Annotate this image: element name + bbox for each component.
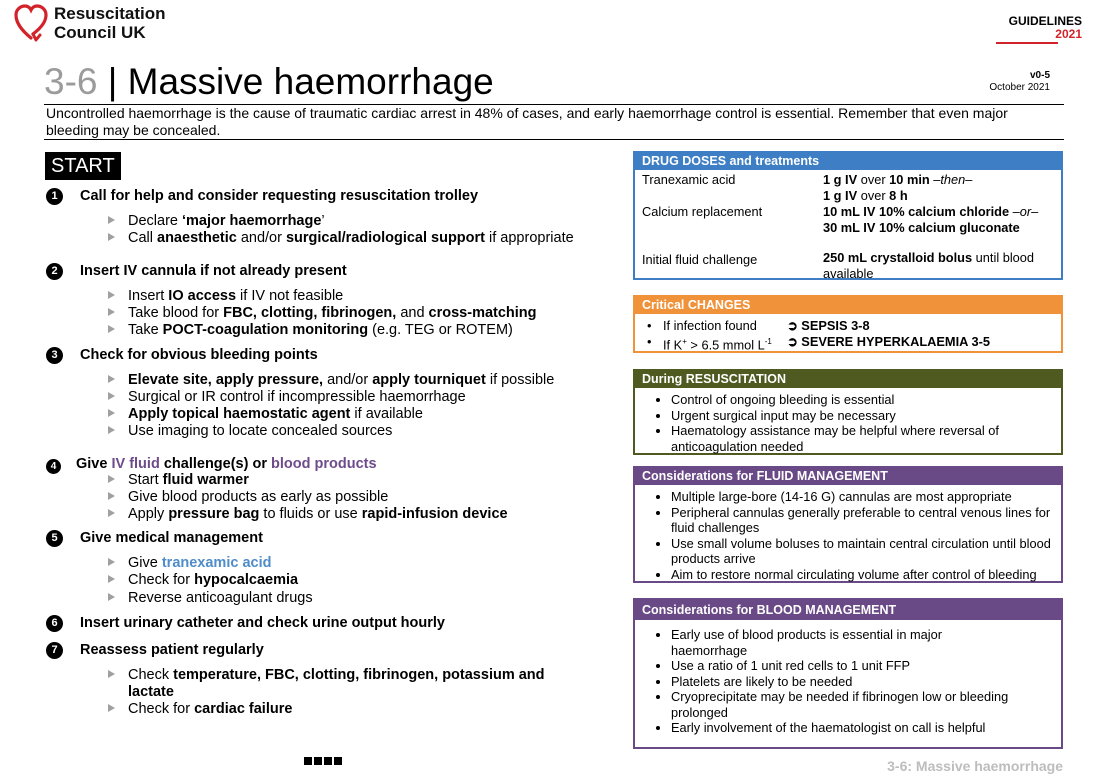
- org-name: [54, 4, 165, 42]
- title-text: Massive haemorrhage: [127, 61, 494, 102]
- blood-management-box: [633, 598, 1063, 749]
- critical-row: • If K+ > 6.5 mmol $L^{-1}$ ➲ SEVERE HYPERKALAEMIA 3-5: [647, 334, 990, 353]
- step-text: Call for help and consider requesting resuscitation trolley: [80, 188, 479, 204]
- fluid-management-heading: Considerations for FLUID MANAGEMENT: [635, 468, 1061, 485]
- list-item: Reverse anticoagulant drugs: [108, 590, 313, 607]
- version-info: [930, 70, 1050, 94]
- drug-row-fluid: Initial fluid challenge 250 mL crystalloid bolus until blood available: [642, 250, 1035, 281]
- list-item: • Control of ongoing bleeding is essential: [671, 392, 1061, 408]
- list-item: • Urgent surgical input may be necessary: [671, 408, 1061, 424]
- list-item: • Cryoprecipitate may be needed if fibrinogen low or bleeding prolonged: [671, 689, 1021, 720]
- list-item: Check for hypocalcaemia: [108, 572, 298, 589]
- divider: [44, 139, 1064, 140]
- bullet-triangle-icon: [108, 392, 115, 400]
- sepsis-link[interactable]: ➲ SEPSIS 3-8: [787, 318, 870, 333]
- footer-title: 3-6: Massive haemorrhage: [887, 758, 1063, 774]
- bullet-dot-icon: •: [647, 334, 652, 349]
- step-text: Insert urinary catheter and check urine output hourly: [80, 615, 445, 631]
- list-item: Start fluid warmer: [108, 472, 249, 489]
- bullet-triangle-icon: [108, 409, 115, 417]
- drug-row-tranexamic: Tranexamic acid 1 g IV over 10 min –then– 1 g IV over 8 h: [642, 172, 973, 203]
- fluid-list: [635, 489, 1061, 582]
- critical-changes-heading: Critical CHANGES: [635, 297, 1061, 314]
- version-number: v0-5: [1029, 70, 1050, 81]
- guidelines-badge: [992, 15, 1082, 41]
- bullet-triangle-icon: [108, 670, 115, 678]
- bullet-triangle-icon: [108, 216, 115, 224]
- bullet-triangle-icon: [108, 375, 115, 383]
- org-name-line2: Council UK: [54, 23, 146, 42]
- bullet-triangle-icon: [108, 593, 115, 601]
- footer-marker-icon: [304, 752, 344, 770]
- bullet-triangle-icon: [108, 291, 115, 299]
- list-item: Give tranexamic acid: [108, 555, 271, 572]
- list-item: • Aim to restore normal circulating volume after control of bleeding: [671, 567, 1053, 583]
- drug-doses-box: [633, 151, 1063, 280]
- heart-logo-icon: [14, 4, 48, 42]
- step-number-badge: 4: [46, 459, 61, 474]
- guidelines-label: GUIDELINES: [1008, 14, 1082, 28]
- during-resuscitation-box: [633, 369, 1063, 455]
- hyperkalaemia-link[interactable]: ➲ SEVERE HYPERKALAEMIA 3-5: [787, 334, 990, 349]
- step-number-badge: 7: [46, 642, 63, 659]
- list-item: Elevate site, apply pressure, and/or apply tourniquet if possible: [108, 372, 554, 389]
- bullet-triangle-icon: [108, 426, 115, 434]
- list-item: • Platelets are likely to be needed: [671, 674, 1021, 690]
- list-item: Take blood for FBC, clotting, fibrinogen, and cross-matching: [108, 305, 537, 322]
- bullet-triangle-icon: [108, 325, 115, 333]
- bullet-triangle-icon: [108, 558, 115, 566]
- bullet-triangle-icon: [108, 509, 115, 517]
- list-item: Apply pressure bag to fluids or use rapid-infusion device: [108, 506, 508, 523]
- step-text: Give medical management: [80, 530, 263, 546]
- during-resuscitation-heading: During RESUSCITATION: [635, 371, 1061, 388]
- bullet-triangle-icon: [108, 492, 115, 500]
- guidelines-year: 2021: [1055, 27, 1082, 41]
- list-item: Check temperature, FBC, clotting, fibrinogen, potassium and lactate: [108, 667, 545, 701]
- drug-doses-heading: DRUG DOSES and treatments: [635, 153, 1061, 170]
- step-number-badge: 2: [46, 263, 63, 280]
- list-item: Give blood products as early as possible: [108, 489, 388, 506]
- fluid-management-box: [633, 466, 1063, 583]
- list-item: • Peripheral cannulas generally preferable to central venous lines for fluid challenges: [671, 505, 1053, 536]
- list-item: • Use small volume boluses to maintain central circulation until blood products arrive: [671, 536, 1053, 567]
- blood-management-heading: Considerations for BLOOD MANAGEMENT: [635, 600, 1061, 620]
- guidelines-underline: [996, 42, 1058, 44]
- list-item: • Haematology assistance may be helpful where reversal of anticoagulation needed: [671, 423, 1061, 454]
- list-item: Declare ‘major haemorrhage’: [108, 213, 325, 230]
- title-separator: |: [97, 61, 128, 102]
- list-item: Check for cardiac failure: [108, 701, 292, 718]
- step-text: Reassess patient regularly: [80, 642, 264, 658]
- intro-text: Uncontrolled haemorrhage is the cause of traumatic cardiac arrest in 48% of cases, and early haemorrhage control is essential. Remember that even major bleeding may be concealed.: [46, 105, 1008, 138]
- during-list: [635, 392, 1061, 454]
- start-label: START: [45, 152, 121, 180]
- step-number-badge: 3: [46, 347, 63, 364]
- step-number-badge: 5: [46, 530, 63, 547]
- bullet-triangle-icon: [108, 308, 115, 316]
- blood-list: [635, 627, 1061, 736]
- bullet-triangle-icon: [108, 475, 115, 483]
- step-number-badge: 1: [46, 188, 63, 205]
- list-item: Surgical or IR control if incompressible haemorrhage: [108, 389, 466, 406]
- critical-row: • If infection found ➲ SEPSIS 3-8: [647, 318, 870, 333]
- version-date: October 2021: [989, 82, 1050, 93]
- step-number-badge: 6: [46, 615, 63, 632]
- list-item: • Multiple large-bore (14-16 G) cannulas are most appropriate: [671, 489, 1053, 505]
- bullet-triangle-icon: [108, 575, 115, 583]
- list-item: Call anaesthetic and/or surgical/radiological support if appropriate: [108, 230, 574, 247]
- list-item: • Early involvement of the haematologist on call is helpful: [671, 720, 1021, 736]
- bullet-triangle-icon: [108, 704, 115, 712]
- list-item: • Early use of blood products is essential in major haemorrhage: [671, 627, 1021, 658]
- bullet-triangle-icon: [108, 233, 115, 241]
- list-item: Use imaging to locate concealed sources: [108, 423, 392, 440]
- critical-changes-box: [633, 295, 1063, 353]
- org-name-line1: Resuscitation: [54, 4, 166, 23]
- list-item: • Use a ratio of 1 unit red cells to 1 unit FFP: [671, 658, 1021, 674]
- list-item: Take POCT-coagulation monitoring (e.g. TEG or ROTEM): [108, 322, 513, 339]
- step-text: Insert IV cannula if not already present: [80, 263, 347, 279]
- list-item: Insert IO access if IV not feasible: [108, 288, 343, 305]
- list-item: Apply topical haemostatic agent if available: [108, 406, 423, 423]
- bullet-dot-icon: •: [647, 318, 652, 333]
- step-text: Check for obvious bleeding points: [80, 347, 318, 363]
- drug-row-calcium: Calcium replacement 10 mL IV 10% calcium chloride –or– 30 mL IV 10% calcium gluconate: [642, 204, 1039, 235]
- page-title: [44, 60, 494, 104]
- title-number: 3-6: [44, 61, 98, 102]
